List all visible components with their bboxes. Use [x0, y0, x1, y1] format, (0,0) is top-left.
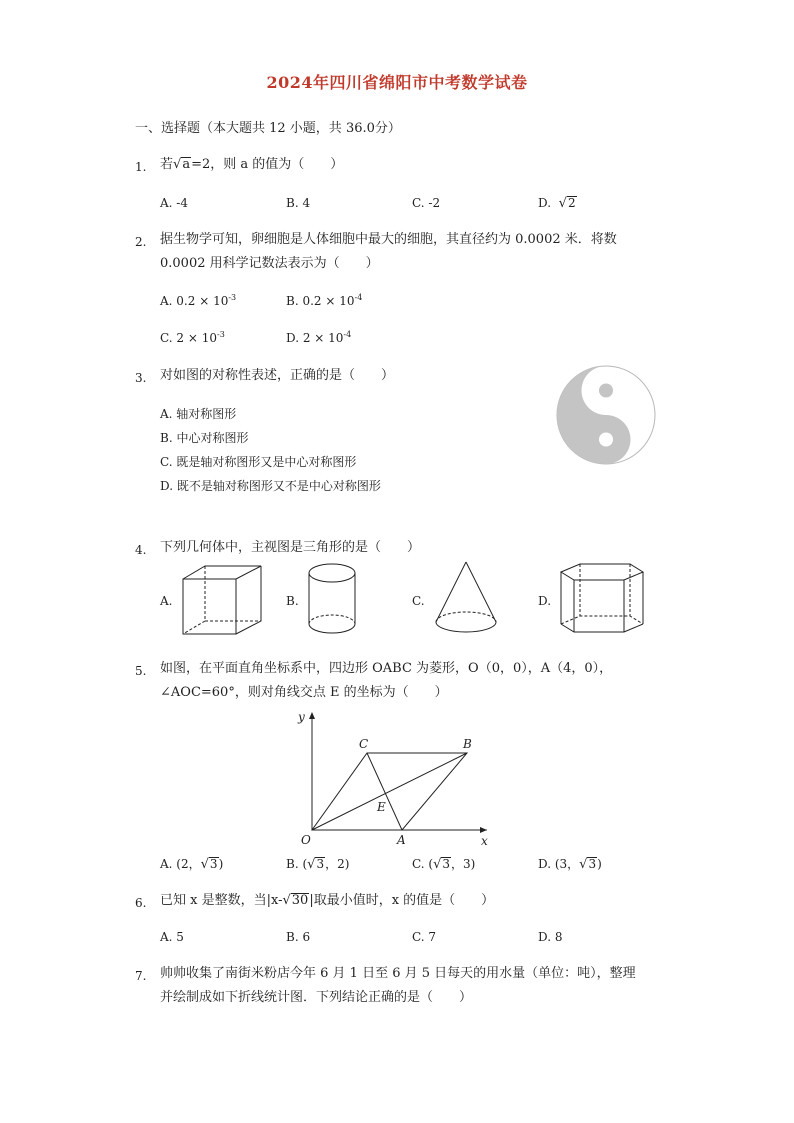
q5-option-d[interactable]	[538, 855, 602, 872]
cube-figure	[180, 563, 265, 638]
sqrt-icon: √	[173, 157, 182, 172]
label-b: B	[463, 737, 472, 751]
q5-option-c-post: ，3)	[451, 857, 476, 871]
q1-option-d-radicand: 2	[567, 196, 576, 210]
q2-option-b[interactable]	[286, 293, 362, 308]
q5-option-b-post: ，2)	[325, 857, 350, 871]
question-4-number: 4.	[135, 543, 147, 557]
q5-option-c-radicand: 3	[442, 857, 451, 871]
q3-option-b[interactable]: B. 中心对称图形	[160, 431, 249, 445]
q3-option-c[interactable]: C. 既是轴对称图形又是中心对称图形	[160, 455, 357, 469]
sqrt-icon: √	[282, 893, 291, 908]
q2-option-d-exp: -4	[343, 330, 352, 339]
label-o: O	[301, 833, 311, 847]
q4-option-a[interactable]: A.	[160, 594, 173, 608]
q6-radicand: 30	[291, 893, 309, 908]
q2-option-c-base: C. 2 × 10	[160, 331, 217, 345]
cone-figure	[433, 560, 499, 640]
question-7-line-2: 并绘制成如下折线统计图．下列结论正确的是（ ）	[160, 990, 473, 1005]
y-axis-arrow-icon	[309, 712, 315, 719]
rhombus-coordinate-figure	[295, 708, 495, 853]
q2-option-d[interactable]	[286, 330, 351, 345]
sqrt-icon: √	[579, 857, 588, 872]
q5-option-a[interactable]	[160, 855, 223, 872]
question-4-stem: 下列几何体中，主视图是三角形的是（ ）	[160, 540, 421, 555]
q5-option-b-radicand: 3	[316, 857, 325, 871]
q5-option-c[interactable]	[412, 855, 475, 872]
sqrt-icon: √	[200, 857, 209, 872]
q6-stem-pre: 已知 x 是整数，当|x-	[160, 893, 283, 908]
q1-stem-post: =2，则 a 的值为（ ）	[191, 157, 344, 172]
q5-option-a-post: )	[218, 857, 224, 871]
sqrt-icon: √	[433, 857, 442, 872]
question-3-stem: 对如图的对称性表述，正确的是（ ）	[160, 368, 395, 383]
q6-option-d[interactable]: D. 8	[538, 930, 563, 944]
question-6-stem	[160, 892, 494, 909]
q6-option-a[interactable]: A. 5	[160, 930, 184, 944]
q5-option-a-pre: A. (2，	[160, 857, 201, 871]
question-2-number: 2.	[135, 235, 147, 249]
question-1-stem	[160, 156, 343, 173]
q3-option-d[interactable]: D. 既不是轴对称图形又不是中心对称图形	[160, 479, 381, 493]
q2-option-a-exp: -3	[228, 293, 237, 302]
question-5-line-2: ∠AOC=60°，则对角线交点 E 的坐标为（ ）	[160, 685, 448, 700]
page-title: 2024年四川省绵阳市中考数学试卷	[266, 73, 528, 92]
q4-option-b[interactable]: B.	[286, 594, 299, 608]
question-5-number: 5.	[135, 664, 147, 678]
q2-option-d-base: D. 2 × 10	[286, 331, 344, 345]
question-2-line-2: 0.0002 用科学记数法表示为（ ）	[160, 256, 379, 271]
q1-option-c[interactable]: C. -2	[412, 196, 441, 210]
q5-option-d-radicand: 3	[588, 857, 597, 871]
q4-option-c[interactable]: C.	[412, 594, 425, 608]
q5-option-d-post: )	[597, 857, 602, 871]
question-6-number: 6.	[135, 896, 147, 910]
label-c: C	[359, 737, 369, 751]
question-3-number: 3.	[135, 371, 147, 385]
hexagonal-prism-figure	[558, 562, 646, 636]
q3-option-a[interactable]: A. 轴对称图形	[160, 407, 237, 421]
q6-option-c[interactable]: C. 7	[412, 930, 437, 944]
q5-option-c-pre: C. (	[412, 857, 434, 871]
q5-option-a-radicand: 3	[209, 857, 218, 871]
sqrt-icon: √	[307, 857, 316, 872]
q5-option-b[interactable]	[286, 855, 349, 872]
diagonal-ac	[367, 753, 402, 830]
q1-stem-pre: 若	[160, 157, 174, 172]
q5-option-d-pre: D. (3，	[538, 857, 580, 871]
q5-option-b-pre: B. (	[286, 857, 308, 871]
q2-option-b-exp: -4	[354, 293, 363, 302]
q1-option-d[interactable]	[538, 196, 577, 211]
q4-option-d[interactable]: D.	[538, 594, 552, 608]
q2-option-a[interactable]	[160, 293, 236, 308]
q2-option-a-base: A. 0.2 × 10	[160, 294, 229, 308]
question-7-line-1: 帅帅收集了南街米粉店今年 6 月 1 日至 6 月 5 日每天的用水量（单位：吨），整理	[160, 966, 636, 981]
label-e: E	[377, 800, 386, 814]
q2-option-b-base: B. 0.2 × 10	[286, 294, 355, 308]
sqrt-icon: √	[558, 196, 567, 211]
diagonal-ob	[312, 753, 467, 830]
section-heading: 一、选择题（本大题共 12 小题，共 36.0分）	[135, 121, 401, 136]
question-1-number: 1.	[135, 160, 147, 174]
yin-yang-figure	[555, 364, 657, 466]
q1-option-b[interactable]: B. 4	[286, 196, 311, 210]
q1-option-a[interactable]: A. -4	[160, 196, 188, 210]
q2-option-c[interactable]	[160, 330, 225, 345]
question-5-line-1: 如图，在平面直角坐标系中，四边形 OABC 为菱形，O（0，0），A（4，0），	[160, 661, 613, 676]
label-x: x	[481, 834, 488, 848]
q6-option-b[interactable]: B. 6	[286, 930, 311, 944]
q6-stem-post: |取最小值时，x 的值是（ ）	[309, 893, 495, 908]
label-a: A	[397, 833, 406, 847]
q1-radicand: a	[182, 157, 191, 172]
cylinder-figure	[306, 561, 358, 639]
q1-option-d-label: D.	[538, 196, 552, 210]
question-7-number: 7.	[135, 969, 147, 983]
q2-option-c-exp: -3	[216, 330, 225, 339]
x-axis-arrow-icon	[480, 827, 487, 833]
label-y: y	[298, 710, 305, 724]
question-2-line-1: 据生物学可知，卵细胞是人体细胞中最大的细胞，其直径约为 0.0002 米．将数	[160, 232, 617, 247]
